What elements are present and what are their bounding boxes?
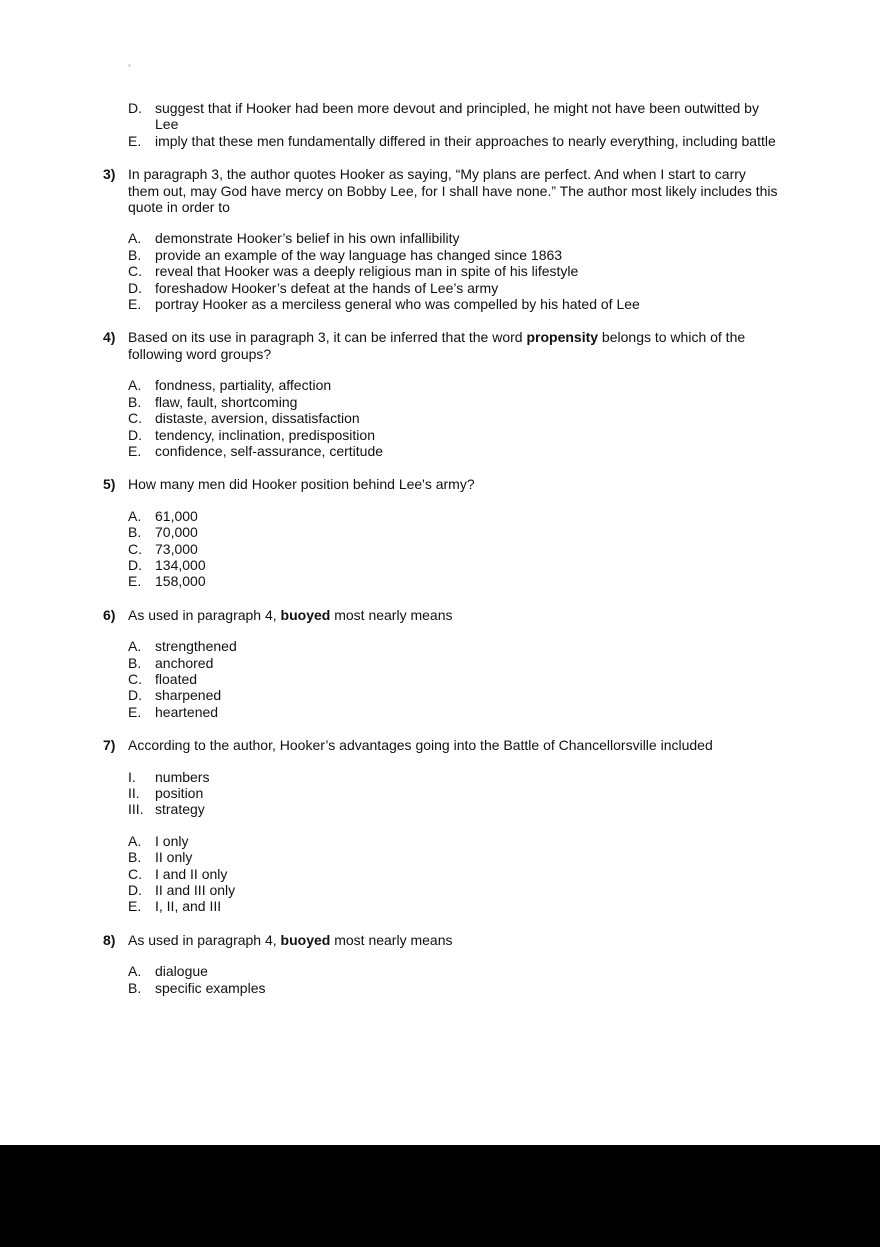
question-stem (128, 932, 780, 948)
option-label: C. (128, 410, 142, 427)
option-row (128, 898, 780, 914)
option-text: tendency, inclination, predisposition (155, 426, 375, 443)
question-stem (128, 607, 780, 623)
option-row (128, 573, 780, 589)
option-row (128, 263, 780, 279)
option-label: C. (128, 670, 142, 687)
option-row (128, 133, 780, 149)
option-row (128, 882, 780, 898)
option-row (128, 230, 780, 246)
question-number: 6) (103, 606, 116, 623)
option-label: A. (128, 507, 142, 524)
option-row (128, 980, 780, 996)
option-text: 134,000 (155, 556, 206, 573)
question-head (103, 932, 780, 948)
stem-segment: most nearly means (330, 606, 453, 623)
option-row (128, 638, 780, 654)
option-label: E. (128, 703, 142, 720)
question-head (103, 166, 780, 215)
question-block (103, 166, 780, 312)
option-row (128, 443, 780, 459)
option-row (128, 963, 780, 979)
option-label: D. (128, 556, 142, 573)
option-row (128, 557, 780, 573)
roman-list (128, 769, 780, 818)
stem-segment: propensity (526, 329, 599, 346)
option-text: dialogue (155, 963, 208, 980)
option-text: heartened (155, 703, 219, 720)
option-row (128, 247, 780, 263)
option-row (128, 508, 780, 524)
roman-item (128, 769, 780, 785)
question-number: 4) (103, 329, 116, 346)
option-row (128, 866, 780, 882)
question-block (103, 607, 780, 720)
question-block (103, 737, 780, 915)
option-text: strengthened (155, 638, 237, 655)
stem-segment: As used in paragraph 4, (128, 606, 281, 623)
option-label: A. (128, 377, 142, 394)
option-text: 70,000 (155, 524, 198, 541)
question-stem (128, 329, 780, 362)
option-label: II. (128, 785, 140, 801)
option-label: C. (128, 263, 142, 280)
option-text: strategy (155, 801, 205, 818)
bottom-black-bar (0, 1145, 880, 1247)
roman-item (128, 785, 780, 801)
question-number: 3) (103, 166, 116, 183)
option-text: reveal that Hooker was a deeply religious man in spite of his lifestyle (155, 263, 579, 280)
option-row (128, 100, 780, 133)
options-list (128, 638, 780, 720)
option-row (128, 833, 780, 849)
option-row (128, 394, 780, 410)
option-text: floated (155, 670, 198, 687)
option-text: numbers (155, 768, 210, 785)
option-label: C. (128, 540, 142, 557)
stem-segment: Based on its use in paragraph 3, it can be inferred that the word (128, 329, 527, 346)
stem-segment: As used in paragraph 4, (128, 931, 281, 948)
option-label: B. (128, 246, 142, 263)
option-label: D. (128, 279, 142, 296)
option-label: B. (128, 654, 142, 671)
question-block (103, 932, 780, 996)
option-label: B. (128, 524, 142, 541)
option-text: flaw, fault, shortcoming (155, 393, 298, 410)
option-row (128, 377, 780, 393)
option-text: foreshadow Hooker’s defeat at the hands of Lee’s army (155, 279, 499, 296)
option-label: E. (128, 898, 142, 915)
stem-segment: How many men did Hooker position behind Lee's army? (128, 476, 475, 493)
option-text: specific examples (155, 979, 266, 996)
option-row (128, 280, 780, 296)
question-block (103, 476, 780, 589)
question-head (103, 737, 780, 753)
option-text: 61,000 (155, 507, 198, 524)
stem-segment: In paragraph 3, the author quotes Hooker as saying, “My plans are perfect. And when I start to carry them out, may God have mercy on Bobby Lee, for I shall have none.” The author most likely includes this quote in order to (128, 166, 778, 216)
options-list (128, 508, 780, 590)
option-row (128, 849, 780, 865)
question-head (103, 329, 780, 362)
option-text: suggest that if Hooker had been more devout and principled, he might not have been outwitted by Lee (155, 100, 759, 133)
option-row (128, 427, 780, 443)
question-stem (128, 166, 780, 215)
question-block (103, 329, 780, 459)
question-number: 7) (103, 737, 116, 754)
page-speck-artifact (128, 64, 131, 67)
option-text: I and II only (155, 865, 228, 882)
question-stem (128, 737, 780, 753)
option-text: 73,000 (155, 540, 198, 557)
option-label: E. (128, 132, 142, 149)
option-text: distaste, aversion, dissatisfaction (155, 410, 360, 427)
question-number: 5) (103, 476, 116, 493)
option-label: E. (128, 442, 142, 459)
option-text: provide an example of the way language has changed since 1863 (155, 246, 563, 263)
question-head (103, 607, 780, 623)
option-row (128, 704, 780, 720)
option-label: B. (128, 849, 142, 866)
option-label: B. (128, 393, 142, 410)
question-number: 8) (103, 931, 116, 948)
option-label: A. (128, 832, 142, 849)
stem-segment: buoyed (280, 606, 331, 623)
quiz-content (103, 100, 780, 996)
option-label: III. (128, 801, 144, 818)
stem-segment: buoyed (280, 931, 331, 948)
question-stem (128, 476, 780, 492)
option-row (128, 671, 780, 687)
option-text: imply that these men fundamentally differed in their approaches to nearly everything, including battle (155, 132, 776, 149)
options-list (128, 230, 780, 312)
option-label: D. (128, 882, 142, 899)
option-text: confidence, self-assurance, certitude (155, 442, 384, 459)
option-text: II only (155, 849, 193, 866)
option-label: A. (128, 638, 142, 655)
option-text: fondness, partiality, affection (155, 377, 332, 394)
option-label: B. (128, 979, 142, 996)
option-label: E. (128, 573, 142, 590)
option-label: D. (128, 426, 142, 443)
option-row (128, 524, 780, 540)
option-label: D. (128, 687, 142, 704)
option-text: 158,000 (155, 573, 206, 590)
continuation-options (128, 100, 780, 149)
option-label: E. (128, 296, 142, 313)
options-list (128, 963, 780, 996)
option-label: C. (128, 865, 142, 882)
option-row (128, 541, 780, 557)
option-text: II and III only (155, 882, 236, 899)
stem-segment: most nearly means (330, 931, 453, 948)
roman-item (128, 801, 780, 817)
option-label: I. (128, 768, 136, 785)
options-list (128, 377, 780, 459)
stem-segment: According to the author, Hooker’s advantages going into the Battle of Chancellorsville included (128, 737, 713, 754)
option-label: A. (128, 230, 142, 247)
options-list (128, 833, 780, 915)
option-label: D. (128, 100, 142, 116)
stem-segment: belongs to which of the following word groups? (128, 329, 746, 362)
option-text: position (155, 785, 204, 801)
option-row (128, 687, 780, 703)
option-row (128, 410, 780, 426)
option-text: sharpened (155, 687, 222, 704)
option-row (128, 655, 780, 671)
option-text: I only (155, 832, 189, 849)
option-text: portray Hooker as a merciless general who was compelled by his hated of Lee (155, 296, 640, 313)
option-text: demonstrate Hooker’s belief in his own infallibility (155, 230, 460, 247)
option-label: A. (128, 963, 142, 980)
question-head (103, 476, 780, 492)
option-text: anchored (155, 654, 214, 671)
option-text: I, II, and III (155, 898, 222, 915)
option-row (128, 296, 780, 312)
